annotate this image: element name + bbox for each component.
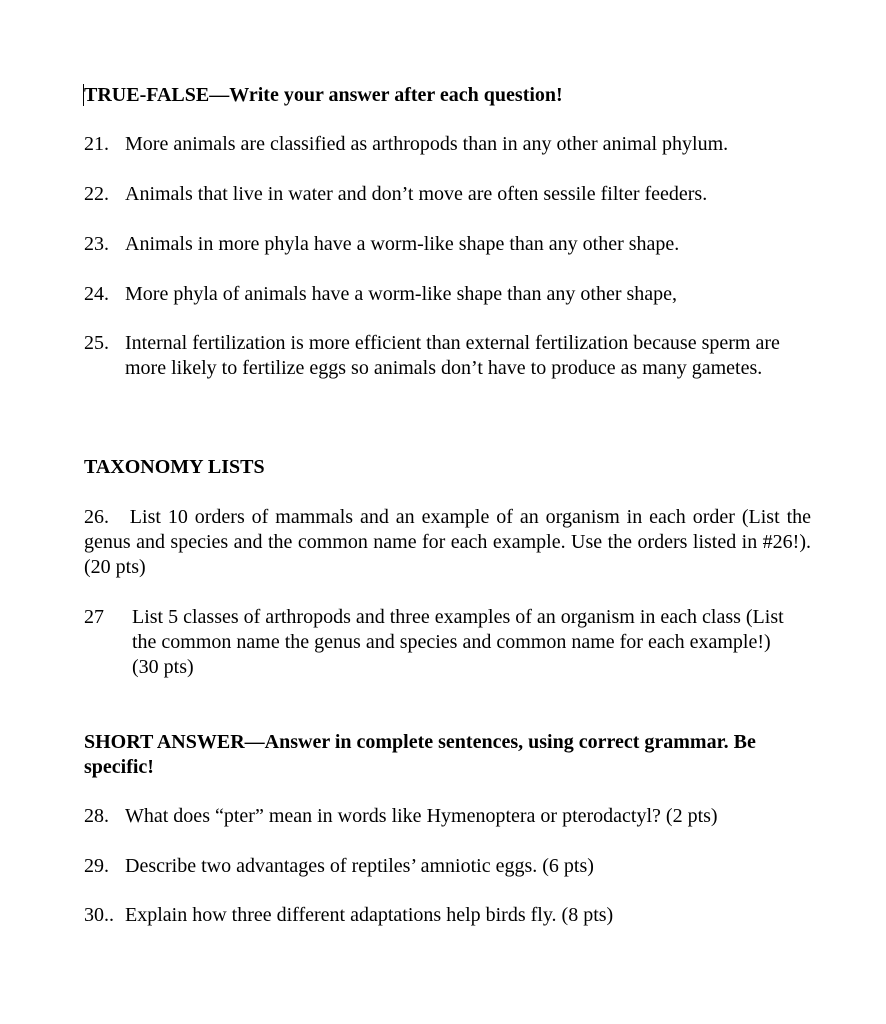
true-false-heading: TRUE-FALSE—Write your answer after each question! (84, 84, 563, 106)
question-text: List 10 orders of mammals and an example of an organism in each order (List the genus and species and the common name for each example. Use the orders listed in #26!). (20 pts) (84, 506, 811, 578)
question-text: More phyla of animals have a worm-like shape than any other shape, (125, 283, 678, 305)
question-number: 21. (84, 133, 109, 155)
question-text: Explain how three different adaptations help birds fly. (8 pts) (125, 904, 614, 926)
question-number: 29. (84, 855, 109, 877)
question-number: 23. (84, 233, 109, 255)
question-number: 25. (84, 332, 109, 354)
question-text: List 5 classes of arthropods and three examples of an organism in each class (List the common name the genus and species and common name for each example!) (30 pts) (132, 606, 784, 678)
question-text: Internal fertilization is more efficient than external fertilization because sperm are more likely to fertilize eggs so animals don’t have to produce as many gametes. (125, 332, 780, 379)
question-number: 26. (84, 506, 109, 528)
question-text: Describe two advantages of reptiles’ amniotic eggs. (6 pts) (125, 855, 594, 877)
short-answer-heading: SHORT ANSWER—Answer in complete sentences, using correct grammar. Be specific! (84, 731, 756, 778)
question-text: Animals in more phyla have a worm-like shape than any other shape. (125, 233, 680, 255)
question-text: Animals that live in water and don’t move are often sessile filter feeders. (125, 183, 708, 205)
question-number: 24. (84, 283, 109, 305)
question-number: 27 (84, 606, 104, 628)
question-number: 28. (84, 805, 109, 827)
question-text: More animals are classified as arthropods than in any other animal phylum. (125, 133, 729, 155)
question-26 (84, 505, 811, 580)
question-text: What does “pter” mean in words like Hymenoptera or pterodactyl? (2 pts) (125, 805, 718, 827)
question-number: 30.. (84, 904, 114, 926)
question-number: 22. (84, 183, 109, 205)
taxonomy-heading: TAXONOMY LISTS (84, 456, 265, 478)
